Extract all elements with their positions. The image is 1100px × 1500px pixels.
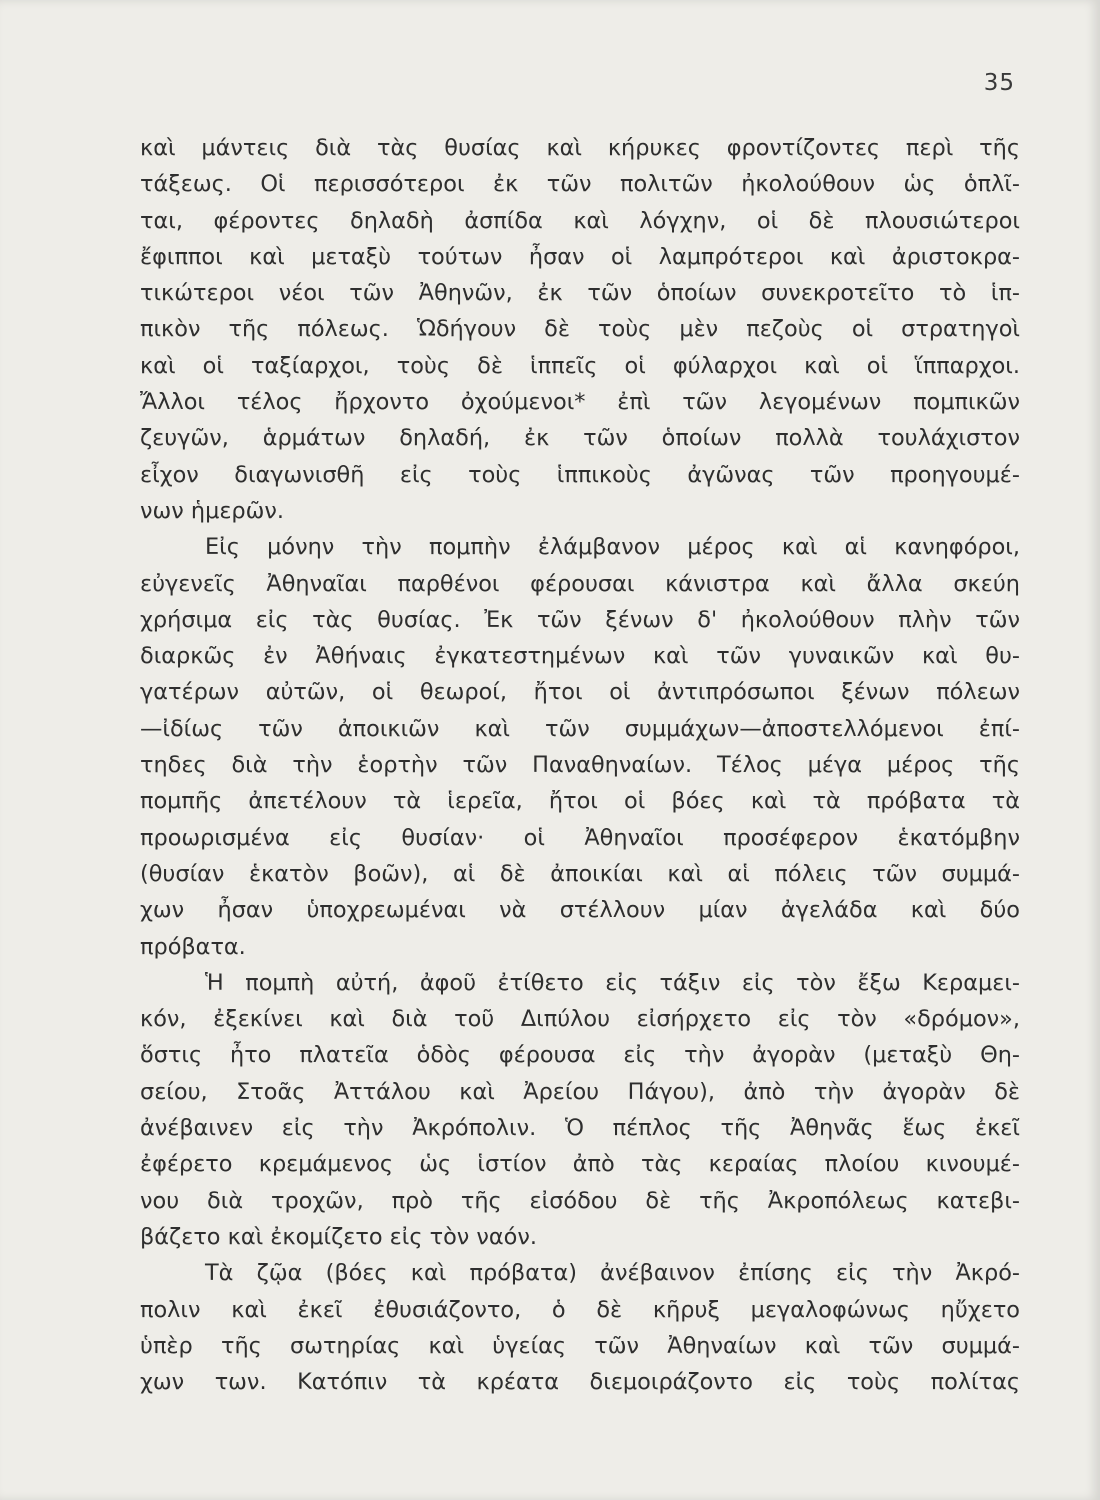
text-line: γατέρων αὐτῶν, οἱ θεωροί, ἤτοι οἱ ἀντιπρόσωποι ξένων πόλεων xyxy=(140,679,1020,706)
text-line: καὶ οἱ ταξίαρχοι, τοὺς δὲ ἱππεῖς οἱ φύλαρχοι καὶ οἱ ἵππαρχοι. xyxy=(140,352,1020,379)
text-line: Ἡ πομπὴ αὐτή, ἀφοῦ ἐτίθετο εἰς τάξιν εἰς τὸν ἔξω Κεραμει- xyxy=(205,969,1020,996)
text-line: πικὸν τῆς πόλεως. Ὡδήγουν δὲ τοὺς μὲν πεζοὺς οἱ στρατηγοὶ xyxy=(140,316,1020,343)
text-line: προωρισμένα εἰς θυσίαν· οἱ Ἀθηναῖοι προσέφερον ἑκατόμβην xyxy=(140,824,1020,851)
text-line: ὑπὲρ τῆς σωτηρίας καὶ ὑγείας τῶν Ἀθηναίων καὶ τῶν συμμά- xyxy=(140,1332,1020,1359)
text-line: ὅστις ἦτο πλατεῖα ὁδὸς φέρουσα εἰς τὴν ἀγορὰν (μεταξὺ Θη- xyxy=(140,1042,1020,1069)
text-line: Τὰ ζῷα (βόες καὶ πρόβατα) ἀνέβαινον ἐπίσης εἰς τὴν Ἀκρό- xyxy=(205,1260,1020,1287)
text-line: τηδες διὰ τὴν ἑορτὴν τῶν Παναθηναίων. Τέλος μέγα μέρος τῆς xyxy=(140,752,1020,779)
text-line: ται, φέροντες δηλαδὴ ἀσπίδα καὶ λόγχην, οἱ δὲ πλουσιώτεροι xyxy=(140,207,1020,234)
text-line: διαρκῶς ἐν Ἀθήναις ἐγκατεστημένων καὶ τῶν γυναικῶν καὶ θυ- xyxy=(140,643,1020,670)
page-number: 35 xyxy=(983,70,1015,96)
text-line: σείου, Στοᾶς Ἀττάλου καὶ Ἀρείου Πάγου), ἀπὸ τὴν ἀγορὰν δὲ xyxy=(140,1078,1020,1105)
text-line: χρήσιμα εἰς τὰς θυσίας. Ἐκ τῶν ξένων δ' ἠκολούθουν πλὴν τῶν xyxy=(140,606,1020,633)
text-line: καὶ μάντεις διὰ τὰς θυσίας καὶ κήρυκες φροντίζοντες περὶ τῆς xyxy=(140,135,1020,161)
text-line: πρόβατα. xyxy=(140,933,246,960)
text-line: χων των. Κατόπιν τὰ κρέατα διεμοιράζοντο εἰς τοὺς πολίτας xyxy=(140,1369,1020,1396)
text-line: νων ἡμερῶν. xyxy=(140,497,285,524)
text-line: Εἰς μόνην τὴν πομπὴν ἐλάμβανον μέρος καὶ αἱ κανηφόροι, xyxy=(205,534,1020,561)
text-line: κόν, ἐξεκίνει καὶ διὰ τοῦ Διπύλου εἰσήρχετο εἰς τὸν «δρόμον», xyxy=(140,1006,1020,1033)
text-line: εὐγενεῖς Ἀθηναῖαι παρθένοι φέρουσαι κάνιστρα καὶ ἄλλα σκεύη xyxy=(140,570,1020,597)
text-line: πολιν καὶ ἐκεῖ ἐθυσιάζοντο, ὁ δὲ κῆρυξ μεγαλοφώνως ηὔχετο xyxy=(140,1296,1020,1323)
text-line: —ἰδίως τῶν ἀποικιῶν καὶ τῶν συμμάχων—ἀποστελλόμενοι ἐπί- xyxy=(140,715,1020,742)
text-line: εἶχον διαγωνισθῆ εἰς τοὺς ἱππικοὺς ἀγῶνας τῶν προηγουμέ- xyxy=(140,461,1020,488)
text-line: ἐφέρετο κρεμάμενος ὡς ἱστίον ἀπὸ τὰς κεραίας πλοίου κινουμέ- xyxy=(140,1151,1020,1178)
text-line: βάζετο καὶ ἐκομίζετο εἰς τὸν ναόν. xyxy=(140,1223,538,1250)
text-line: χων ἦσαν ὑποχρεωμέναι νὰ στέλλουν μίαν ἀγελάδα καὶ δύο xyxy=(140,897,1020,924)
text-line: (θυσίαν ἑκατὸν βοῶν), αἱ δὲ ἀποικίαι καὶ αἱ πόλεις τῶν συμμά- xyxy=(140,860,1020,887)
text-line: ἔφιπποι καὶ μεταξὺ τούτων ἦσαν οἱ λαμπρότεροι καὶ ἀριστοκρα- xyxy=(140,243,1020,270)
text-line: ζευγῶν, ἁρμάτων δηλαδή, ἐκ τῶν ὁποίων πολλὰ τουλάχιστον xyxy=(140,425,1020,452)
text-line: Ἄλλοι τέλος ἤρχοντο ὀχούμενοι* ἐπὶ τῶν λεγομένων πομπικῶν xyxy=(140,389,1020,416)
text-line: νου διὰ τροχῶν, πρὸ τῆς εἰσόδου δὲ τῆς Ἀκροπόλεως κατεβι- xyxy=(140,1187,1020,1214)
text-line: ἀνέβαινεν εἰς τὴν Ἀκρόπολιν. Ὁ πέπλος τῆς Ἀθηνᾶς ἕως ἐκεῖ xyxy=(140,1115,1020,1142)
text-line: πομπῆς ἀπετέλουν τὰ ἱερεῖα, ἤτοι οἱ βόες καὶ τὰ πρόβατα τὰ xyxy=(140,788,1020,815)
text-line: τάξεως. Οἱ περισσότεροι ἐκ τῶν πολιτῶν ἠκολούθουν ὡς ὁπλῖ- xyxy=(140,171,1020,198)
body-text xyxy=(140,130,1020,1400)
text-line: τικώτεροι νέοι τῶν Ἀθηνῶν, ἐκ τῶν ὁποίων συνεκροτεῖτο τὸ ἱπ- xyxy=(140,280,1020,307)
